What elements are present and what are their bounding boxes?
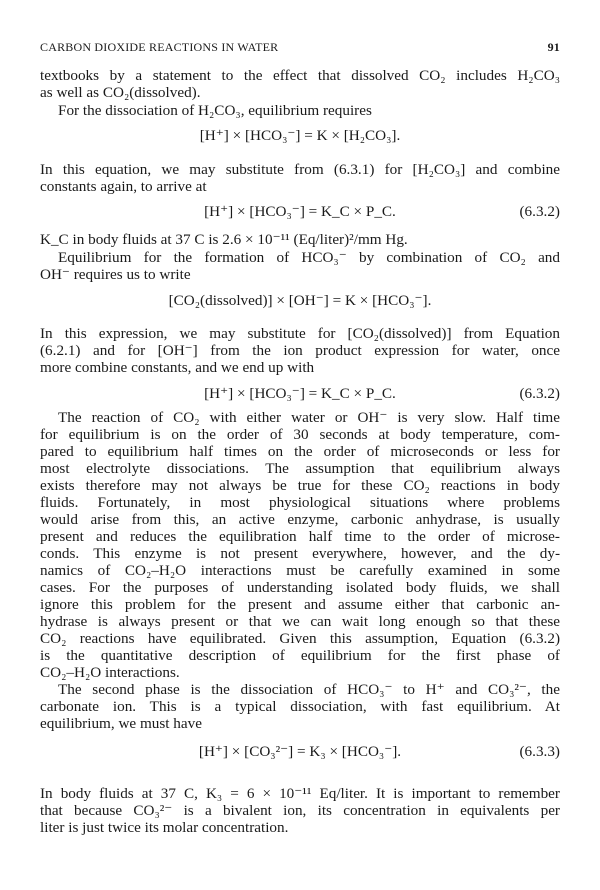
text-line: In this expression, we may substitute for [CO₂(dissolved)] from Equation	[40, 325, 560, 342]
text-line: CO₂–H₂O interactions.	[40, 664, 180, 681]
text-line: as well as CO₂(dissolved).	[40, 84, 201, 101]
text-line: constants again, to arrive at	[40, 178, 207, 195]
text-line: liter is just twice its molar concentration.	[40, 819, 289, 836]
text-line: equilibrium, we must have	[40, 715, 202, 732]
equation	[40, 293, 560, 309]
equation	[40, 128, 560, 144]
text-line: present and reduces the equilibration half time to the order of microse-	[40, 528, 560, 545]
equation-body: [H⁺] × [CO₃²⁻] = K₃ × [HCO₃⁻].	[198, 743, 402, 760]
text-line: In this equation, we may substitute from (6.3.1) for [H₂CO₃] and combine	[40, 161, 560, 178]
text-line: namics of CO₂–H₂O interactions must be carefully examined in some	[40, 562, 560, 579]
text-line: that because CO₃²⁻ is a bivalent ion, its concentration in equivalents per	[40, 802, 560, 819]
text-line: The second phase is the dissociation of HCO₃⁻ to H⁺ and CO₃²⁻, the	[58, 681, 560, 698]
text-line: ignore this problem for the present and assume either that carbonic an-	[40, 596, 560, 613]
equation-body: [H⁺] × [HCO₃⁻] = K × [H₂CO₃].	[199, 127, 401, 144]
text-line: cases. For the purposes of understanding isolated body fluids, we shall	[40, 579, 560, 596]
text-line: exists therefore may not always be true for these CO₂ reactions in body	[40, 477, 560, 494]
equation-number: (6.3.3)	[519, 743, 560, 760]
equation	[40, 204, 560, 220]
text-line: (6.2.1) and for [OH⁻] from the ion product expression for water, once	[40, 342, 560, 359]
text-line: is the quantitative description of equilibrium for the first phase of	[40, 647, 560, 664]
text-line: textbooks by a statement to the effect that dissolved CO₂ includes H₂CO₃	[40, 67, 560, 84]
text-line: most electrolyte dissociations. The assumption that equilibrium always	[40, 460, 560, 477]
equation-body: [H⁺] × [HCO₃⁻] = K_C × P_C.	[204, 203, 396, 220]
text-line: hydrase is always present or that we can wait long enough so that these	[40, 613, 560, 630]
equation-number: (6.3.2)	[519, 385, 560, 402]
text-line: conds. This enzyme is not present everywhere, however, and the dy-	[40, 545, 560, 562]
text-line: for equilibrium is on the order of 30 seconds at body temperature, com-	[40, 426, 560, 443]
text-line: pared to equilibrium half times on the order of microseconds or less for	[40, 443, 560, 460]
equation-body: [H⁺] × [HCO₃⁻] = K_C × P_C.	[204, 385, 396, 402]
text-line: OH⁻ requires us to write	[40, 266, 191, 283]
text-line: The reaction of CO₂ with either water or OH⁻ is very slow. Half time	[58, 409, 560, 426]
text-line: fluids. Fortunately, in most physiological situations where problems	[40, 494, 560, 511]
page-number: 91	[547, 40, 560, 54]
text-line: For the dissociation of H₂CO₃, equilibrium requires	[58, 102, 372, 119]
text-line: would arise from this, an active enzyme, carbonic anhydrase, is usually	[40, 511, 560, 528]
equation-body: [CO₂(dissolved)] × [OH⁻] = K × [HCO₃⁻].	[168, 292, 432, 309]
equation-number: (6.3.2)	[519, 203, 560, 220]
text-line: In body fluids at 37 C, K₃ = 6 × 10⁻¹¹ Eq/liter. It is important to remember	[40, 785, 560, 802]
equation	[40, 744, 560, 760]
text-line: more combine constants, and we end up with	[40, 359, 315, 376]
running-title: CARBON DIOXIDE REACTIONS IN WATER	[40, 40, 279, 54]
running-header	[40, 40, 560, 58]
text-line: CO₂ reactions have equilibrated. Given this assumption, Equation (6.3.2)	[40, 630, 560, 647]
text-line: K_C in body fluids at 37 C is 2.6 × 10⁻¹¹ (Eq/liter)²/mm Hg.	[40, 231, 408, 248]
equation	[40, 386, 560, 402]
text-line: Equilibrium for the formation of HCO₃⁻ by combination of CO₂ and	[58, 249, 560, 266]
text-line: carbonate ion. This is a typical dissociation, with fast equilibrium. At	[40, 698, 560, 715]
